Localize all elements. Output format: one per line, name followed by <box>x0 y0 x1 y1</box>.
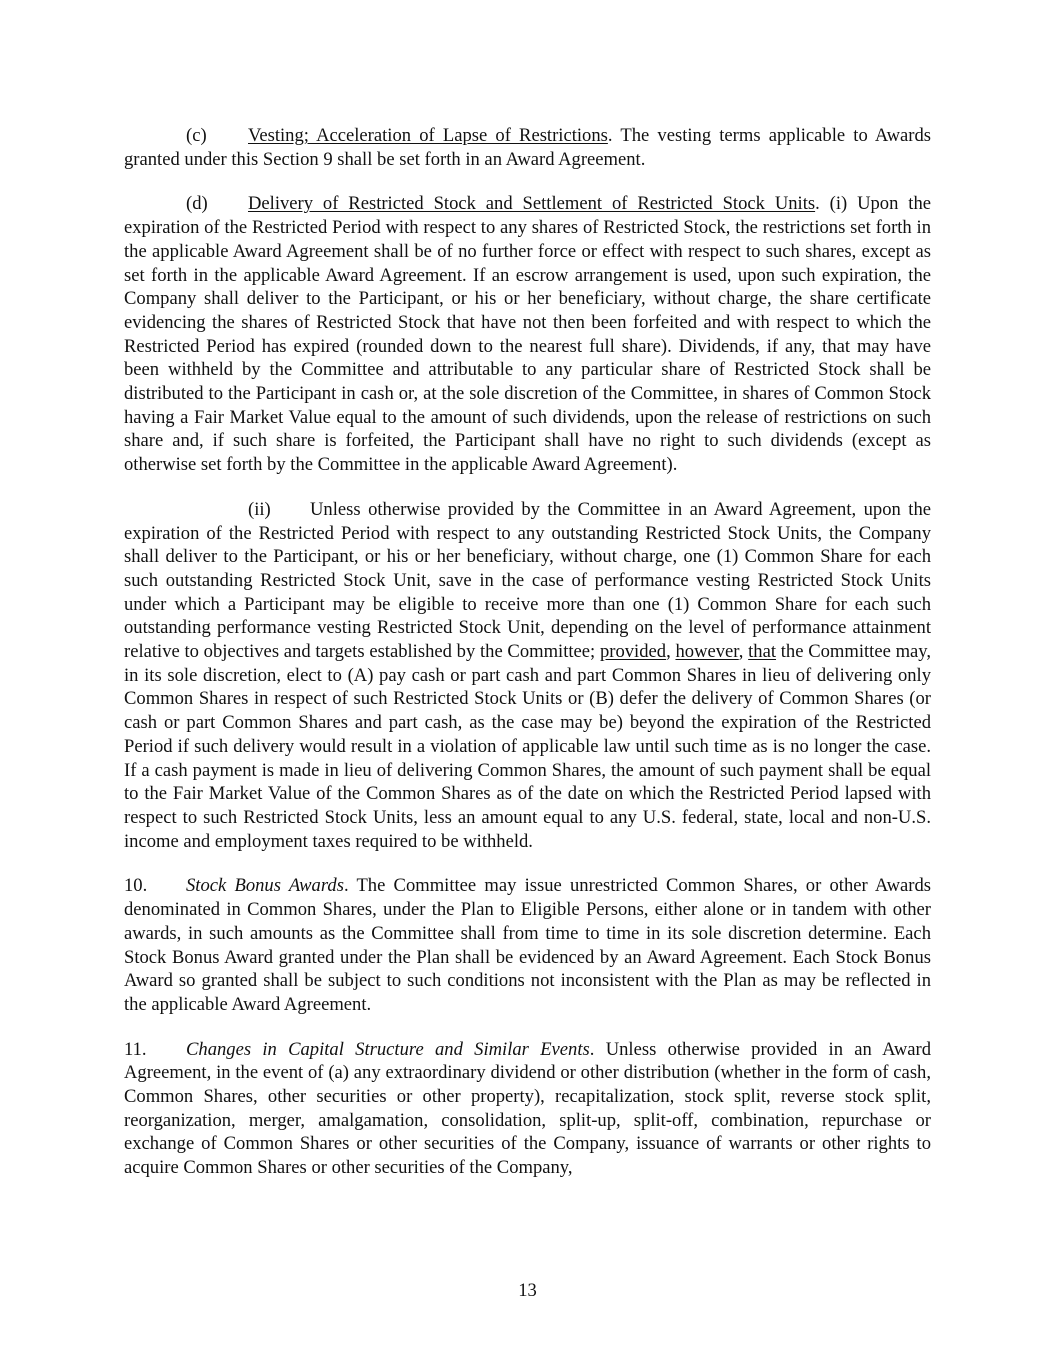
section-11-body: . Unless otherwise provided in an Award Agreement, in the event of (a) any extraordinary dividend or other distribution (whether in the form of cash, Common Shares, other securities or other property), recapitalization, stock split, reverse stock split, reorganization, merger, amalgamation, consolidation, split-up, split-off, combination, repurchase or exchange of Common Shares or other securities of the Company, issuance of warrants or other rights to acquire Common Shares or other securities of the Company, <box>124 1038 931 1179</box>
paragraph-ii-body-after: the Committee may, in its sole discretion, elect to (A) pay cash or part cash and part Common Shares in lieu of delivering only Common Shares in respect of such Restricted Stock Units or (B) defer the delivery of Common Shares (or cash or part Common Shares and part cash, as the case may be) beyond the expiration of the Restricted Period if such delivery would result in a violation of applicable law until such time as is no longer the case. If a cash payment is made in lieu of delivering Common Shares, the amount of such payment shall be equal to the Fair Market Value of the Common Shares as of the date on which the Restricted Period lapsed with respect to such Restricted Stock Units, less an amount equal to any U.S. federal, state, local and non-U.S. income and employment taxes required to be withheld. <box>124 641 932 852</box>
provided-term: provided <box>599 641 667 663</box>
paragraph-d <box>124 192 931 476</box>
section-10-number: 10. <box>124 875 148 897</box>
section-10-body: . The Committee may issue unrestricted Common Shares, or other Awards denominated in Common Shares, under the Plan to Eligible Persons, either alone or in tandem with other awards, in such amounts as the Committee shall from time to time in its sole discretion determine. Each Stock Bonus Award granted under the Plan shall be evidenced by an Award Agreement. Each Stock Bonus Award so granted shall be subject to such conditions not inconsistent with the Plan as may be reflected in the applicable Award Agreement. <box>124 875 932 1015</box>
separator-2: , <box>738 641 749 663</box>
paragraph-ii <box>124 498 931 854</box>
page-number: 13 <box>518 1280 537 1301</box>
paragraph-c <box>124 124 931 171</box>
section-11 <box>124 1038 931 1180</box>
paragraph-c-label: (c) <box>186 125 207 146</box>
paragraph-d-body: . (i) Upon the expiration of the Restricted Period with respect to any shares of Restricted Stock, the restrictions set forth in the applicable Award Agreement shall be of no further force or effect with respect to such shares, except as set forth in the applicable Award Agreement. If an escrow arrangement is used, upon such expiration, the Company shall deliver to the Participant, or his or her beneficiary, without charge, the share certificate evidencing the shares of Restricted Stock that have not then been forfeited and with respect to which the Restricted Period has expired (rounded down to the nearest full share). Dividends, if any, that may have been withheld by the Committee and attributable to any particular share of Restricted Stock shall be distributed to the Participant in cash or, at the sole discretion of the Committee, in shares of Common Stock having a Fair Market Value equal to the amount of such dividends, upon the release of restrictions on such share and, if such share is forfeited, the Participant shall have no right to such dividends (except as otherwise set forth by the Committee in the applicable Award Agreement). <box>124 193 931 476</box>
paragraph-ii-label: (ii) <box>248 498 271 520</box>
however-term: however <box>675 641 739 663</box>
section-11-heading: Changes in Capital Structure and Similar Events <box>186 1038 590 1060</box>
section-10 <box>124 874 931 1016</box>
paragraph-ii-body-before: Unless otherwise provided by the Committee in an Award Agreement, upon the expiration of the Restricted Period with respect to any outstanding Restricted Stock Units, the Company shall deliver to the Participant, or his or her beneficiary, without charge, one (1) Common Share for each such outstanding Restricted Stock Unit, save in the case of performance vesting Restricted Stock Units under which a Participant may be eligible to receive more than one (1) Common Share for each such outstanding performance vesting Restricted Stock Unit, depending on the level of performance attainment relative to objectives and targets established by the Committee; <box>124 498 931 663</box>
paragraph-d-heading: Delivery of Restricted Stock and Settlement of Restricted Stock Units <box>248 193 816 215</box>
section-11-number: 11. <box>124 1038 147 1060</box>
paragraph-c-body: . The vesting terms applicable to Awards granted under this Section 9 shall be set forth in an Award Agreement. <box>124 125 932 170</box>
section-10-heading: Stock Bonus Awards <box>186 875 344 897</box>
paragraph-c-heading: Vesting; Acceleration of Lapse of Restrictions <box>248 125 608 146</box>
that-term: that <box>748 641 777 663</box>
page-body <box>124 124 931 1201</box>
paragraph-d-label: (d) <box>186 193 208 215</box>
separator-1: , <box>666 641 676 663</box>
